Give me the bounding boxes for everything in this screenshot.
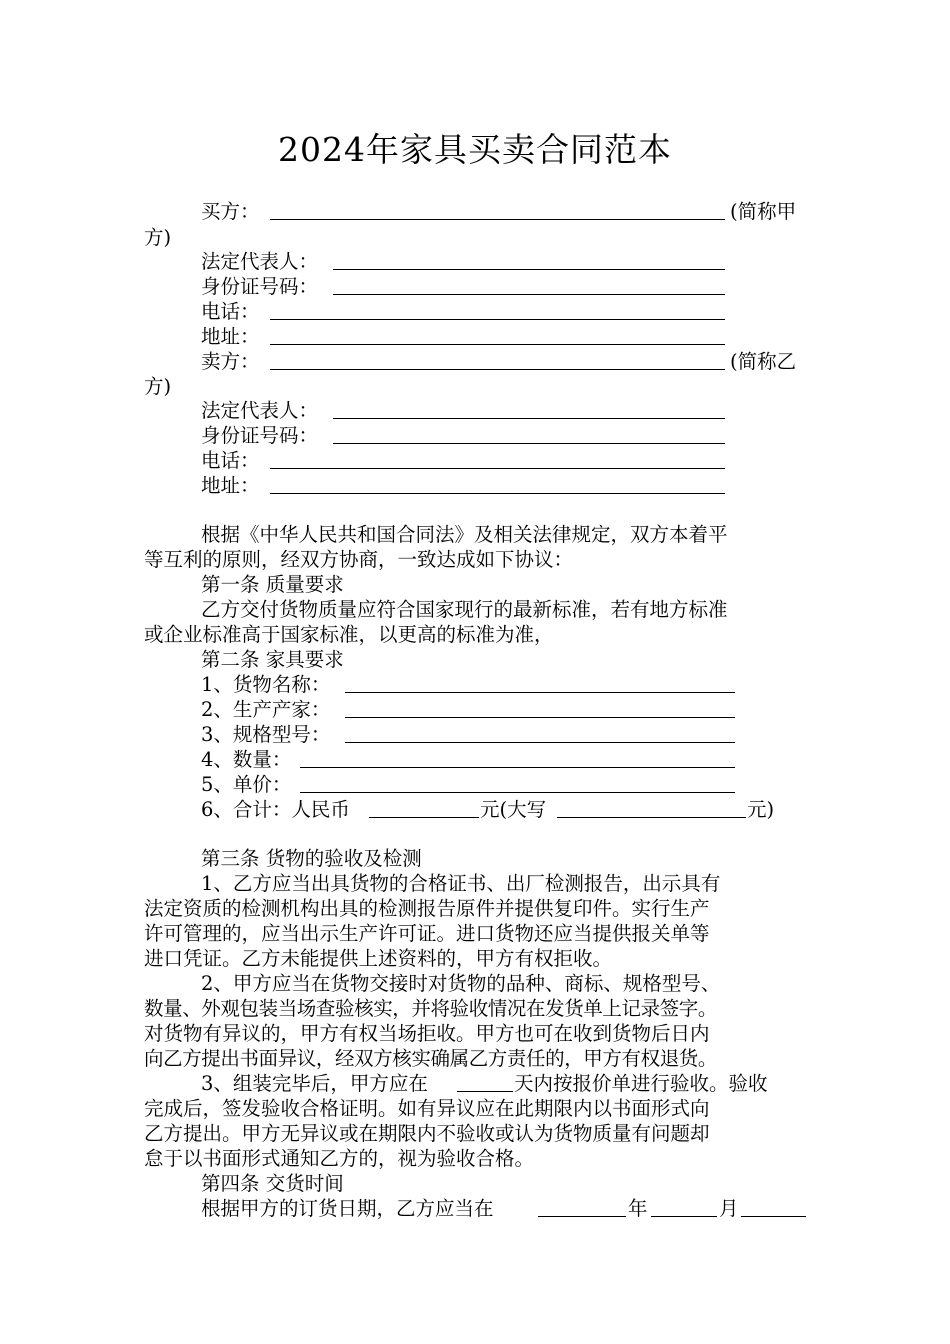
article-2-heading: 第二条 家具要求: [201, 648, 344, 671]
article-3-p2-line-3: 对货物有异议的，甲方有权当场拒收。甲方也可在收到货物后日内: [144, 1022, 710, 1045]
unit-price-blank[interactable]: [300, 792, 735, 793]
seller-phone-label: 电话：: [201, 449, 260, 472]
article-3-heading: 第三条 货物的验收及检测: [201, 847, 422, 870]
article-4-line-1: 根据甲方的订货日期，乙方应当在: [201, 1197, 494, 1220]
article-3-p3-line-2: 完成后，签发验收合格证明。如有异议应在此期限内以书面形式向: [144, 1097, 710, 1120]
article-1-line-2: 或企业标准高于国家标准，以更高的标准为准，: [144, 623, 554, 646]
quantity-blank[interactable]: [300, 767, 735, 768]
quantity-label: 4、数量：: [201, 748, 292, 771]
buyer-label: 买方：: [201, 200, 260, 223]
goods-name-label: 1、货物名称：: [201, 673, 331, 696]
buyer-address-label: 地址：: [201, 325, 260, 348]
buyer-suffix-cont: 方): [144, 226, 172, 249]
intro-line-2: 等互利的原则，经双方协商，一致达成如下协议：: [144, 548, 574, 571]
document-title: 2024年家具买卖合同范本: [278, 130, 672, 169]
article-1-line-1: 乙方交付货物质量应符合国家现行的最新标准，若有地方标准: [201, 598, 728, 621]
delivery-year-blank[interactable]: [538, 1216, 626, 1217]
buyer-phone-blank[interactable]: [270, 319, 725, 320]
delivery-month-blank[interactable]: [651, 1216, 717, 1217]
seller-address-blank[interactable]: [270, 493, 725, 494]
intro-line-1: 根据《中华人民共和国合同法》及相关法律规定，双方本着平: [201, 523, 728, 546]
seller-address-label: 地址：: [201, 474, 260, 497]
total-capital-blank[interactable]: [557, 817, 746, 818]
buyer-address-blank[interactable]: [270, 344, 725, 345]
total-amount-blank[interactable]: [369, 817, 479, 818]
buyer-rep-blank[interactable]: [333, 269, 725, 270]
seller-id-blank[interactable]: [333, 443, 725, 444]
seller-rep-label: 法定代表人：: [201, 399, 319, 422]
article-3-p2-line-1: 2、甲方应当在货物交接时对货物的品种、商标、规格型号、: [201, 972, 721, 995]
total-capital-label: 元(大写: [480, 798, 547, 821]
article-3-p1-line-2: 法定资质的检测机构出具的检测报告原件并提供复印件。实行生产: [144, 897, 710, 920]
seller-name-blank[interactable]: [270, 369, 725, 370]
buyer-name-blank[interactable]: [270, 219, 725, 220]
article-3-p1-line-4: 进口凭证。乙方未能提供上述资料的，甲方有权拒收。: [144, 947, 613, 970]
spec-model-label: 3、规格型号：: [201, 723, 331, 746]
article-1-heading: 第一条 质量要求: [201, 573, 344, 596]
unit-price-label: 5、单价：: [201, 773, 292, 796]
year-label: 年: [628, 1197, 648, 1220]
seller-id-label: 身份证号码：: [201, 424, 319, 447]
buyer-suffix: (简称甲: [730, 200, 797, 223]
article-3-p2-line-4: 向乙方提出书面异议，经双方核实确属乙方责任的，甲方有权退货。: [144, 1047, 718, 1070]
buyer-rep-label: 法定代表人：: [201, 250, 319, 273]
goods-name-blank[interactable]: [345, 692, 735, 693]
acceptance-days-blank[interactable]: [457, 1091, 513, 1092]
month-label: 月: [719, 1197, 739, 1220]
spec-model-blank[interactable]: [345, 742, 735, 743]
buyer-id-blank[interactable]: [333, 294, 725, 295]
article-3-p3-line-3: 乙方提出。甲方无异议或在期限内不验收或认为货物质量有问题却: [144, 1122, 710, 1145]
total-label: 6、合计：人民币: [201, 798, 350, 821]
article-3-p1-line-1: 1、乙方应当出具货物的合格证书、出厂检测报告，出示具有: [201, 872, 721, 895]
seller-suffix-cont: 方): [144, 375, 172, 398]
total-capital-close: 元): [747, 798, 775, 821]
article-4-heading: 第四条 交货时间: [201, 1172, 344, 1195]
manufacturer-blank[interactable]: [345, 717, 735, 718]
seller-phone-blank[interactable]: [270, 468, 725, 469]
seller-rep-blank[interactable]: [333, 418, 725, 419]
article-3-p2-line-2: 数量、外观包装当场查验核实，并将验收情况在发货单上记录签字。: [144, 997, 718, 1020]
seller-label: 卖方：: [201, 350, 260, 373]
article-3-p1-line-3: 许可管理的，应当出示生产许可证。进口货物还应当提供报关单等: [144, 922, 710, 945]
buyer-id-label: 身份证号码：: [201, 275, 319, 298]
delivery-day-blank[interactable]: [741, 1216, 806, 1217]
manufacturer-label: 2、生产产家：: [201, 698, 331, 721]
article-3-p3-part-a: 3、组装完毕后，甲方应在: [201, 1072, 428, 1095]
article-3-p3-part-b: 天内按报价单进行验收。验收: [514, 1072, 768, 1095]
buyer-phone-label: 电话：: [201, 300, 260, 323]
seller-suffix: (简称乙: [730, 350, 797, 373]
article-3-p3-line-4: 怠于以书面形式通知乙方的，视为验收合格。: [144, 1147, 535, 1170]
